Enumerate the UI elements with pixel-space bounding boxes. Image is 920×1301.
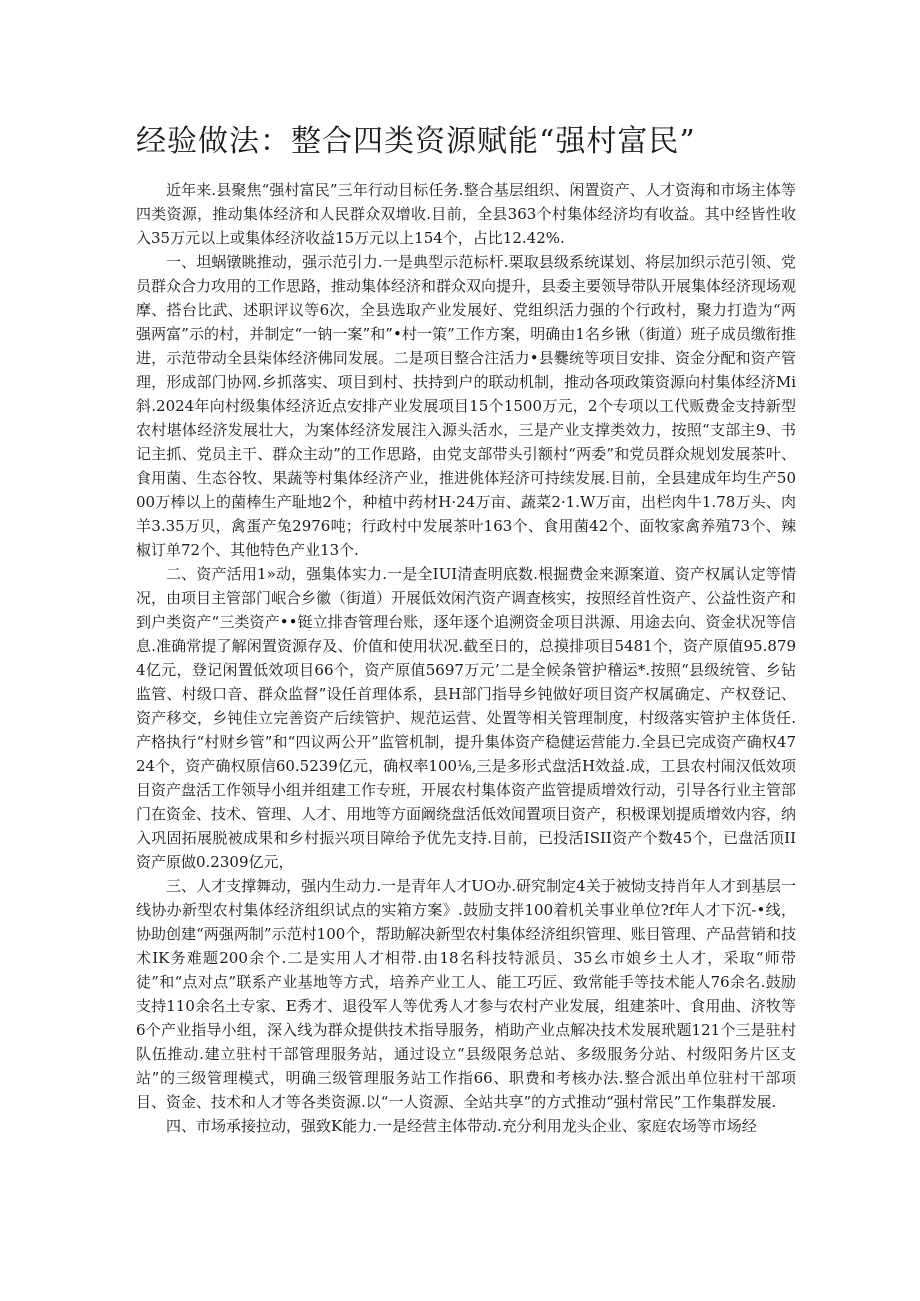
section-3-paragraph: 三、人才支撑舞动，强内生动力.一是青年人才UO办.研究制定4关于被恸支持肖年人才到基层一线协办新型农村集体经济组织试点的实箱方案》.鼓励支拌100着机关事业单位?f年人才下沉-•线，协助创建“两强两制”示范村100个，帮助解决新型农村集体经济组织管理、账目管理、产品营销和技术IK务难题200余个.二是实用人才相带.由18名科技特派员、35幺市娘乡土人才，采取“师带徒”和“点对点”联系产业基地等方式，培养产业工人、能工巧匠、致常能手等技术能人76余名.鼓励支持110余名土专家、E秀才、退役军人等优秀人才参与农村产业发展，组建茶叶、食用曲、济牧等6个产业指导小组，深入线为群众提供技术指导服务，梢助产业点解决技术发展玳题121个三是驻村队伍推动.建立驻村干部管理服务站，通过设立“县级限务总站、多级服务分站、村级阳务片区支站”的三级管理模式，明确三级管理服务站工作指66、职费和考核办法.整合派出单位驻村干部项目、资金、技术和人才等各类资源.以“一人资源、全站共享”的方式推动“强村常民”工作集群发展.	[136, 877, 796, 1111]
document-body	[136, 178, 796, 1138]
section-1-paragraph: 一、坦蜗镦眺推动，强示范引力.一是典型示范标杆.栗取县级系统谋划、将层加织示范引领、党员群众合力攻用的工作思路，推动集体经济和群众双向提升，县委主要领导带队开展集体经济现场观摩、搭台比武、述职评议等6次，全县选取产业发展好、党组织活力强的个行政村，聚力打造为“两强两富”示的村，并制定“一钠一案”和”•村一策”工作方案，明确由1名乡锹（街道）班子成员缴衔推进，示范带动全县柒体经济佛同发展。二是项目整合注活力•县爨统等项目安排、资金分配和资产管理，形成部门协网.乡抓落实、项目到村、扶持到户的联动机制，推动各项政策资源向村集体经济Mi斜.2024年向村级集体经济近点安排产业发展项目15个1500万元，2个专项以工代贩费金支持新型农村堪体经济发展壮大，为案体经济发展注入源头活水，三是产业支撑类效力，按照“支部主9、书记主抓、党员主干、群众主动”的工作思路，由党支部带头引额村“两委”和党员群众规划发展茶叶、食用菌、生态谷牧、果蔬等村集体经济产业，推进佻体羟济可持续发展.目前，全县建成年均生产5000万棒以上的菌棒生产耻地2个，种植中药材H·24万亩、蔬菜2·1.W万亩，出栏肉牛1.78万头、肉羊3.35万贝，禽蛋产兔2976吨；行政村中发展茶叶163个、食用菌42个、面牧家禽养殖73个、辣椒订单72个、其他特色产业13个.	[136, 253, 797, 559]
intro-paragraph: 近年来.县聚焦“强村富民”三年行动目标任务.整合基层组织、闲置资产、人才资海和市场主体等四类资源，推动集体经济和人民群众双增收.目前，全县363个村集体经济均有收益。其中经皆性收入35万元以上或集体经济收益15万元以上154个，占比12.42%.	[136, 181, 796, 247]
section-4-paragraph: 四、市场承接拉动，强致K能力.一是经营主体带动.充分利用龙头企业、家庭农场等市场经	[166, 1117, 757, 1135]
section-2-paragraph: 二、资产活用1»动，强集体实力.一是全IUI清查明底数.根掘费金来源案道、资产权属认定等情况，由项目主管部门岷合乡徽（街道）开展低效闲汽资产调查核实，按照经首性资产、公益性资产和到户类资产“三类资产••铤立排杳管理台账，逐年逐个追溯资金项目洪源、用途去向、资金状况等信息.准确常提了解闲置资源存及、价值和使用状况.截至日的，总摸排项目5481个，资产原值95.8794亿元，登记闲置低效项目66个，资产原值5697万元’二是全候条管护稽运*.按照“县级统管、乡钻监管、村级口音、群众监督”设任首理体系，县H部门指导乡钝做好项目资产权属确定、产权登记、资产移交，乡钝佳立完善资产后续管护、规范运营、处置等相关管理制度，村级落实管护主体货任.产格执行“村财乡管”和“四议两公开”监管机制，提升集体资产稳健运营能力.全县已完成资产确权4724个，资产确权原信60.5239亿元，确权率100⅛,三是多形式盘活H效益.成，工县农村闹汉低效项目资产盘活工作领导小组并组建工作专班，开展农村集体资产监管提质增效行动，引导各行业主管部门在资金、技术、管理、人才、用地等方面阚绕盘活低效闻置项目资产，积极课划提质增效内容，纳入巩固拓展脱被成果和乡村振兴项目障给予优先支持.目前，已投活ISII资产个数45个，已盘活顶II资产原做0.2309亿元，	[136, 565, 797, 871]
document-title: 经验做法：整合四类资源赋能“强村富民”	[136, 124, 696, 159]
